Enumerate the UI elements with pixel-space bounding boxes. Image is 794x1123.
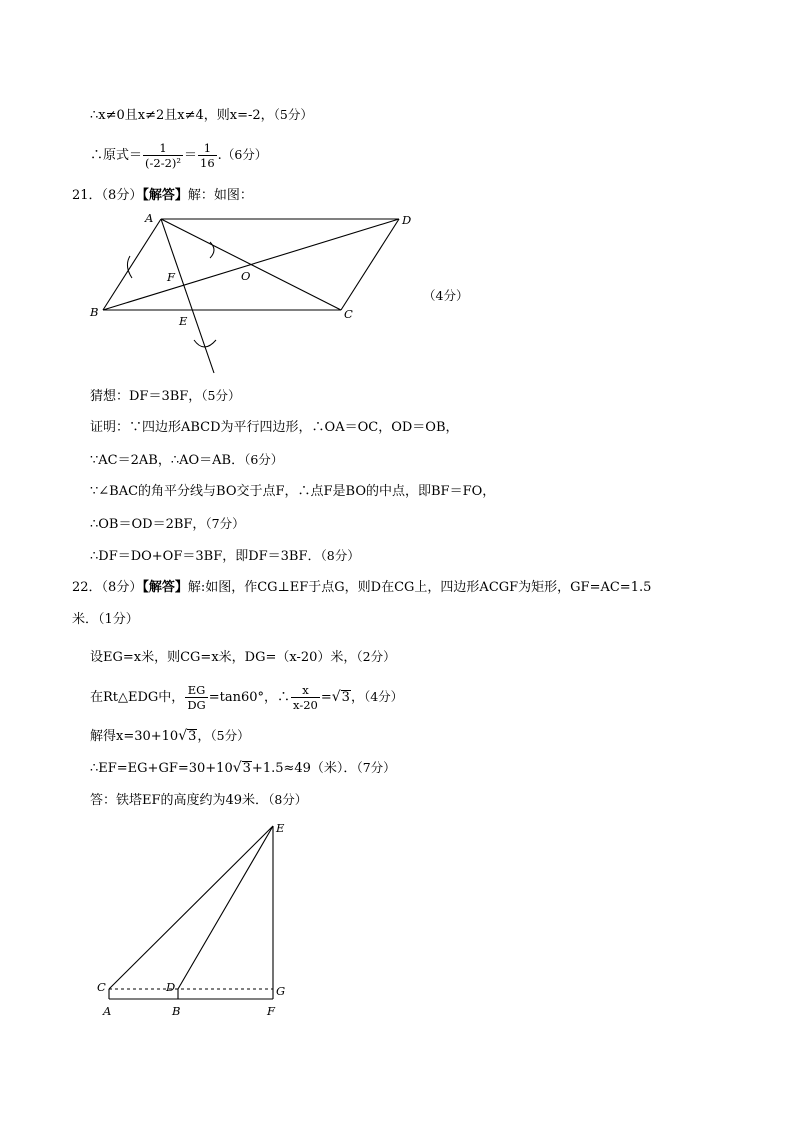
label-f: F — [267, 1004, 275, 1018]
q21-proof-4 — [90, 515, 245, 534]
score-label: （4分） — [363, 689, 404, 704]
fraction-numerator: 1 — [159, 141, 167, 155]
solution-text: 在Rt△EDG中， — [90, 690, 185, 705]
tower-figure — [92, 818, 302, 1024]
label-e: E — [276, 821, 285, 835]
score-label: （5分） — [201, 388, 241, 403]
sight-line-de — [178, 826, 273, 989]
answer-tag: 【解答】 — [142, 580, 188, 595]
fraction-numerator: 1 — [203, 141, 212, 155]
q21-guess — [90, 387, 241, 406]
label-d: D — [402, 213, 412, 227]
q21-proof-3 — [90, 483, 495, 501]
answer-text: 答：铁塔EF的高度约为49米． — [90, 793, 269, 808]
sqrt-radicand: 3 — [242, 761, 251, 776]
proof-text: ∵AC＝2AB，∴AO＝AB． — [90, 453, 245, 468]
q22-header-cont — [72, 611, 139, 629]
score-label: （7分） — [205, 516, 245, 531]
comma: ， — [197, 729, 211, 744]
q20-line2 — [90, 138, 267, 173]
equals-sign: ＝ — [184, 148, 198, 163]
fraction-eg-dg — [185, 683, 207, 712]
label-e: E — [179, 314, 188, 328]
label-a: A — [145, 211, 154, 225]
sqrt-icon: √ — [178, 728, 188, 744]
label-f: F — [167, 270, 175, 284]
fraction-1 — [143, 141, 183, 170]
proof-text: 证明：∵四边形ABCD为平行四边形，∴OA＝OC，OD＝OB， — [90, 420, 459, 435]
comma: ， — [350, 690, 364, 705]
equals-sign: = — [320, 690, 332, 705]
proof-text: ∴OB＝OD＝2BF， — [90, 517, 206, 532]
fraction-denominator: DG — [187, 698, 206, 712]
score-label: （8分） — [320, 548, 360, 563]
label-d: D — [166, 980, 176, 994]
fraction-denominator: (-2-2)² — [145, 156, 182, 170]
solution-text: ∴EF=EG+GF=30+10 — [90, 761, 233, 776]
q22-header — [72, 579, 651, 597]
solution-text: +1.5≈49（米）． — [251, 761, 357, 776]
q22-line-1 — [90, 648, 396, 667]
score-label: （2分） — [356, 649, 396, 664]
score-label: （8分） — [268, 792, 308, 807]
period: . — [217, 148, 222, 163]
fraction-denominator: 16 — [200, 156, 215, 170]
score-label: （7分） — [356, 760, 396, 775]
solution-text: 设EG=x米，则CG=x米，DG=（x-20）米， — [90, 650, 357, 665]
construction-arc-1 — [127, 256, 132, 278]
label-g: G — [276, 984, 286, 998]
guess-text: 猜想：DF＝3BF， — [90, 389, 202, 404]
score-label: （6分） — [221, 147, 268, 162]
proof-text: ∴DF＝DO+OF＝3BF，即DF＝3BF． — [90, 549, 321, 564]
fraction-denominator: x-20 — [293, 698, 318, 712]
solution-text: =tan60°，∴ — [208, 690, 291, 705]
label-c: C — [97, 980, 106, 994]
proof-text: ∵∠BAC的角平分线与BO交于点F，∴点F是BO的中点，即BF＝FO， — [90, 484, 496, 499]
parallelogram-figure — [86, 206, 426, 378]
fraction-numerator: x — [302, 683, 309, 697]
label-a: A — [103, 1004, 112, 1018]
question-number: 22．（8分） — [72, 580, 143, 595]
sight-line-ce — [109, 826, 273, 989]
q21-proof-2 — [90, 451, 283, 470]
q21-header — [72, 187, 253, 205]
side-ab — [103, 219, 161, 310]
fraction-numerator: EG — [187, 683, 206, 697]
q22-line-3 — [90, 727, 250, 746]
score-label: （5分） — [210, 728, 250, 743]
q21-proof-5 — [90, 547, 360, 566]
solution-text: 解得x=30+10 — [90, 729, 179, 744]
sqrt-radicand: 3 — [341, 690, 350, 705]
answer-tag: 【解答】 — [142, 188, 188, 203]
sqrt-radicand: 3 — [188, 729, 197, 744]
q20-line1 — [90, 106, 313, 125]
q20-result-prefix: ∴原式＝ — [90, 148, 143, 163]
score-label: （6分） — [244, 452, 284, 467]
diagonal-bd — [103, 219, 399, 310]
q20-condition-text: x≠0且x≠2且x≠4，则x=-2， — [98, 108, 274, 123]
question-intro-cont: 米．（1分） — [72, 612, 139, 627]
therefore-symbol: ∴ — [90, 108, 99, 123]
fraction-2 — [198, 141, 217, 170]
fraction-x — [291, 683, 320, 712]
label-b: B — [172, 1004, 181, 1018]
question-intro: 解：如图： — [187, 188, 253, 203]
figure-score-label: （4分） — [423, 288, 469, 303]
q21-proof-1 — [90, 419, 459, 437]
q22-line-2 — [90, 680, 403, 715]
label-o: O — [241, 269, 251, 283]
label-c: C — [344, 307, 353, 321]
sqrt-icon: √ — [232, 760, 242, 776]
label-b: B — [90, 305, 99, 319]
question-intro: 解:如图，作CG⊥EF于点G，则D在CG上，四边形ACGF为矩形，GF=AC=1.5 — [187, 580, 652, 595]
q22-answer — [90, 791, 307, 810]
question-number: 21．（8分） — [72, 188, 143, 203]
score-label: （5分） — [273, 107, 313, 122]
side-dc — [341, 219, 399, 310]
q22-line-4 — [90, 759, 396, 778]
sqrt-icon: √ — [331, 689, 341, 705]
